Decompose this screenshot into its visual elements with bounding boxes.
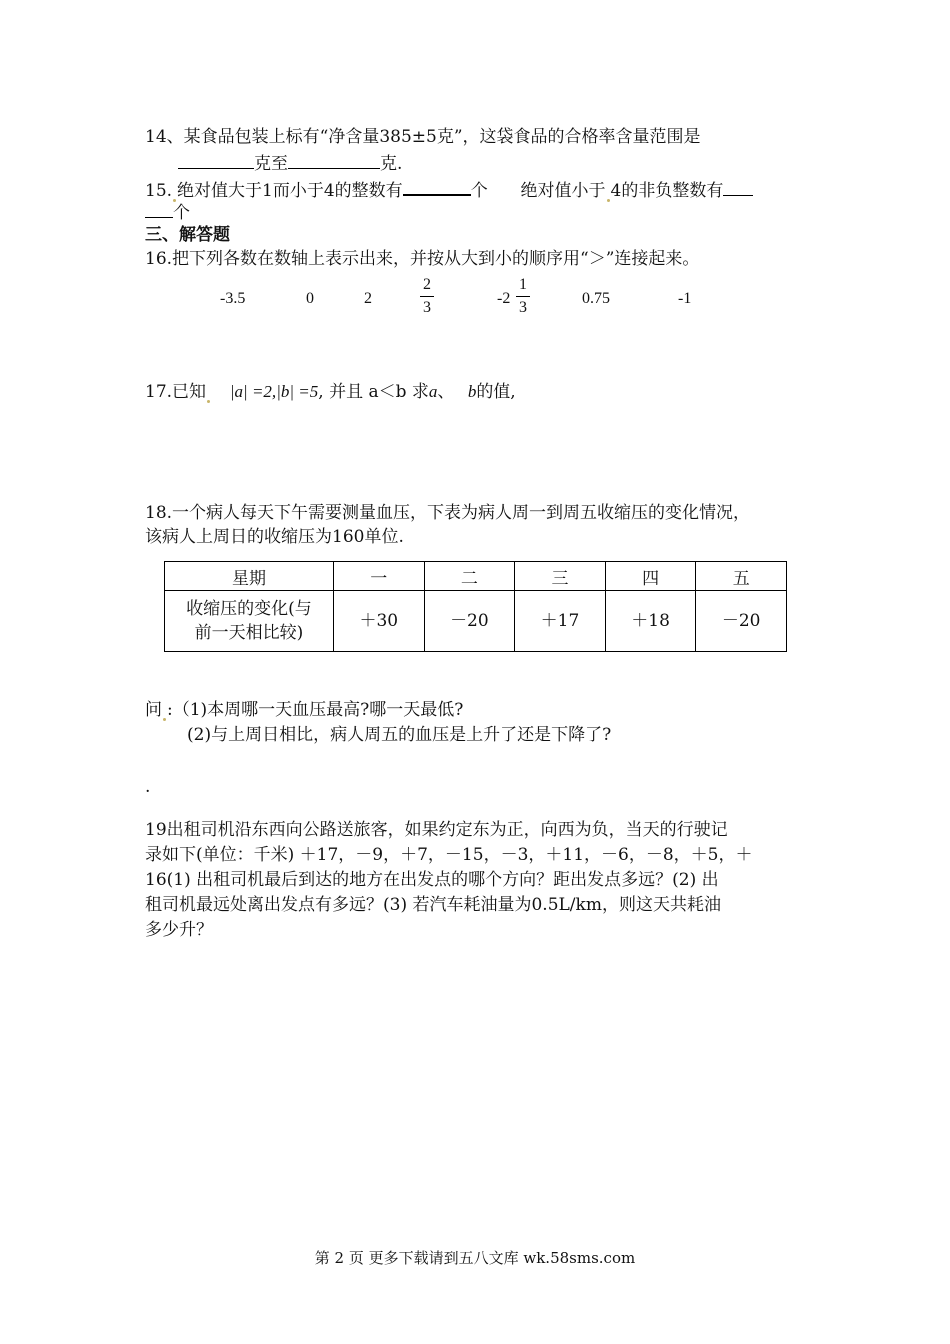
- blood-pressure-table: [164, 561, 787, 652]
- marker-dot: [207, 400, 210, 403]
- q17-sep: 、: [437, 382, 455, 402]
- q18-line2: 该病人上周日的收缩压为160单位.: [145, 527, 404, 547]
- fraction-numerator: 1: [519, 276, 527, 293]
- q18-ask-1: [145, 699, 463, 721]
- stray-period: .: [145, 777, 151, 797]
- table-value-cell: ＋17: [515, 591, 606, 652]
- q14-text: 14、某食品包装上标有“净含量385±5克”，这袋食品的合格率含量范围是: [145, 127, 701, 147]
- q18-ask-2: (2)与上周日相比，病人周五的血压是上升了还是下降了?: [187, 725, 612, 745]
- marker-dot: [163, 718, 166, 721]
- q14-blank-1[interactable]: [178, 150, 254, 169]
- q17-line: [145, 381, 516, 403]
- table-value-cell: ＋18: [605, 591, 696, 652]
- row-label-line-1: 收缩压的变化(与: [186, 599, 312, 619]
- row-label-line-2: 前一天相比较): [194, 623, 304, 643]
- q14-unit2: 克.: [380, 154, 403, 174]
- q16-mixed-fraction: [516, 276, 530, 317]
- q15-unit-a: 个: [470, 181, 488, 201]
- q16-number-7: -1: [678, 290, 692, 307]
- q15-blank-1[interactable]: [403, 176, 471, 196]
- q17-formula-a: |a| =2,: [229, 382, 277, 401]
- marker-dot: [607, 199, 610, 202]
- q14-blank-2[interactable]: [288, 150, 380, 169]
- q16-number-6: 0.75: [582, 290, 610, 307]
- fraction-bar: [420, 296, 434, 297]
- q15-line2: [145, 199, 190, 224]
- section-heading: 三、解答题: [145, 225, 230, 245]
- page-footer: 第 2 页 更多下载请到五八文库 wk.58sms.com: [314, 1249, 636, 1267]
- q15-number: 15.: [145, 181, 173, 201]
- table-day-cell: 四: [605, 562, 696, 591]
- table-header-label: 星期: [165, 562, 334, 591]
- q14-line1: [145, 126, 701, 148]
- q16-number-3: 2: [364, 290, 372, 307]
- q15-text-a: 绝对值大于1而小于4的整数有: [177, 181, 403, 201]
- q19-line3: 16(1) 出租司机最后到达的地方在出发点的哪个方向？距出发点多远？(2) 出: [145, 870, 719, 890]
- q16-text: 16.把下列各数在数轴上表示出来，并按从大到小的顺序用“＞”连接起来。: [145, 249, 700, 269]
- q19-line5: 多少升？: [145, 920, 213, 940]
- q14-line2: [178, 150, 402, 175]
- q18-ask-prefix: 问: [145, 700, 162, 720]
- q16-mixed-whole: -2: [497, 290, 511, 307]
- q16-fraction: [420, 276, 434, 317]
- q19-line4: 租司机最远处离出发点有多远？(3) 若汽车耗油量为0.5L/km，则这天共耗油: [145, 895, 721, 915]
- q15-text-b: 绝对值小于: [520, 181, 606, 201]
- fraction-denominator: 3: [423, 299, 431, 316]
- q17-suffix: 的值,: [476, 382, 516, 402]
- fraction-numerator: 2: [423, 276, 431, 293]
- table-day-cell: 五: [696, 562, 787, 591]
- q15-blank-2a[interactable]: [723, 177, 753, 196]
- q14-unit1: 克至: [254, 154, 288, 174]
- table-value-cell: －20: [696, 591, 787, 652]
- table-day-cell: 三: [515, 562, 606, 591]
- q19-line1: 19出租司机沿东西向公路送旅客，如果约定东为正，向西为负，当天的行驶记: [145, 820, 728, 840]
- q15-line1: [145, 176, 753, 202]
- q18-ask-1-text: :（1)本周哪一天血压最高?哪一天最低?: [167, 700, 464, 720]
- q17-formula-b: |b| =5: [276, 382, 319, 401]
- q15-text-c: 4的非负整数有: [610, 181, 724, 201]
- table-day-cell: 一: [334, 562, 425, 591]
- q15-blank-2b[interactable]: [145, 199, 173, 218]
- fraction-bar: [516, 296, 530, 297]
- q17-prefix: 17.已知: [145, 382, 207, 402]
- fraction-denominator: 3: [519, 299, 527, 316]
- q16-number-1: -3.5: [220, 290, 246, 307]
- q17-var-b: b: [467, 382, 477, 401]
- q15-unit-b: 个: [173, 203, 190, 223]
- table-row-label: [165, 591, 334, 652]
- table-day-cell: 二: [424, 562, 515, 591]
- table-value-cell: －20: [424, 591, 515, 652]
- table-value-row: [165, 591, 787, 652]
- q18-line1: 18.一个病人每天下午需要测量血压，下表为病人周一到周五收缩压的变化情况，: [145, 503, 751, 523]
- table-header-row: [165, 562, 787, 591]
- q16-number-2: 0: [306, 290, 314, 307]
- q17-middle: , 并且 a＜b 求: [318, 382, 429, 402]
- q19-line2: 录如下(单位：千米) ＋17，－9，＋7，－15，－3，＋11，－6，－8，＋5，＋: [145, 845, 753, 865]
- table-value-cell: ＋30: [334, 591, 425, 652]
- q17-var-a: a: [428, 382, 438, 401]
